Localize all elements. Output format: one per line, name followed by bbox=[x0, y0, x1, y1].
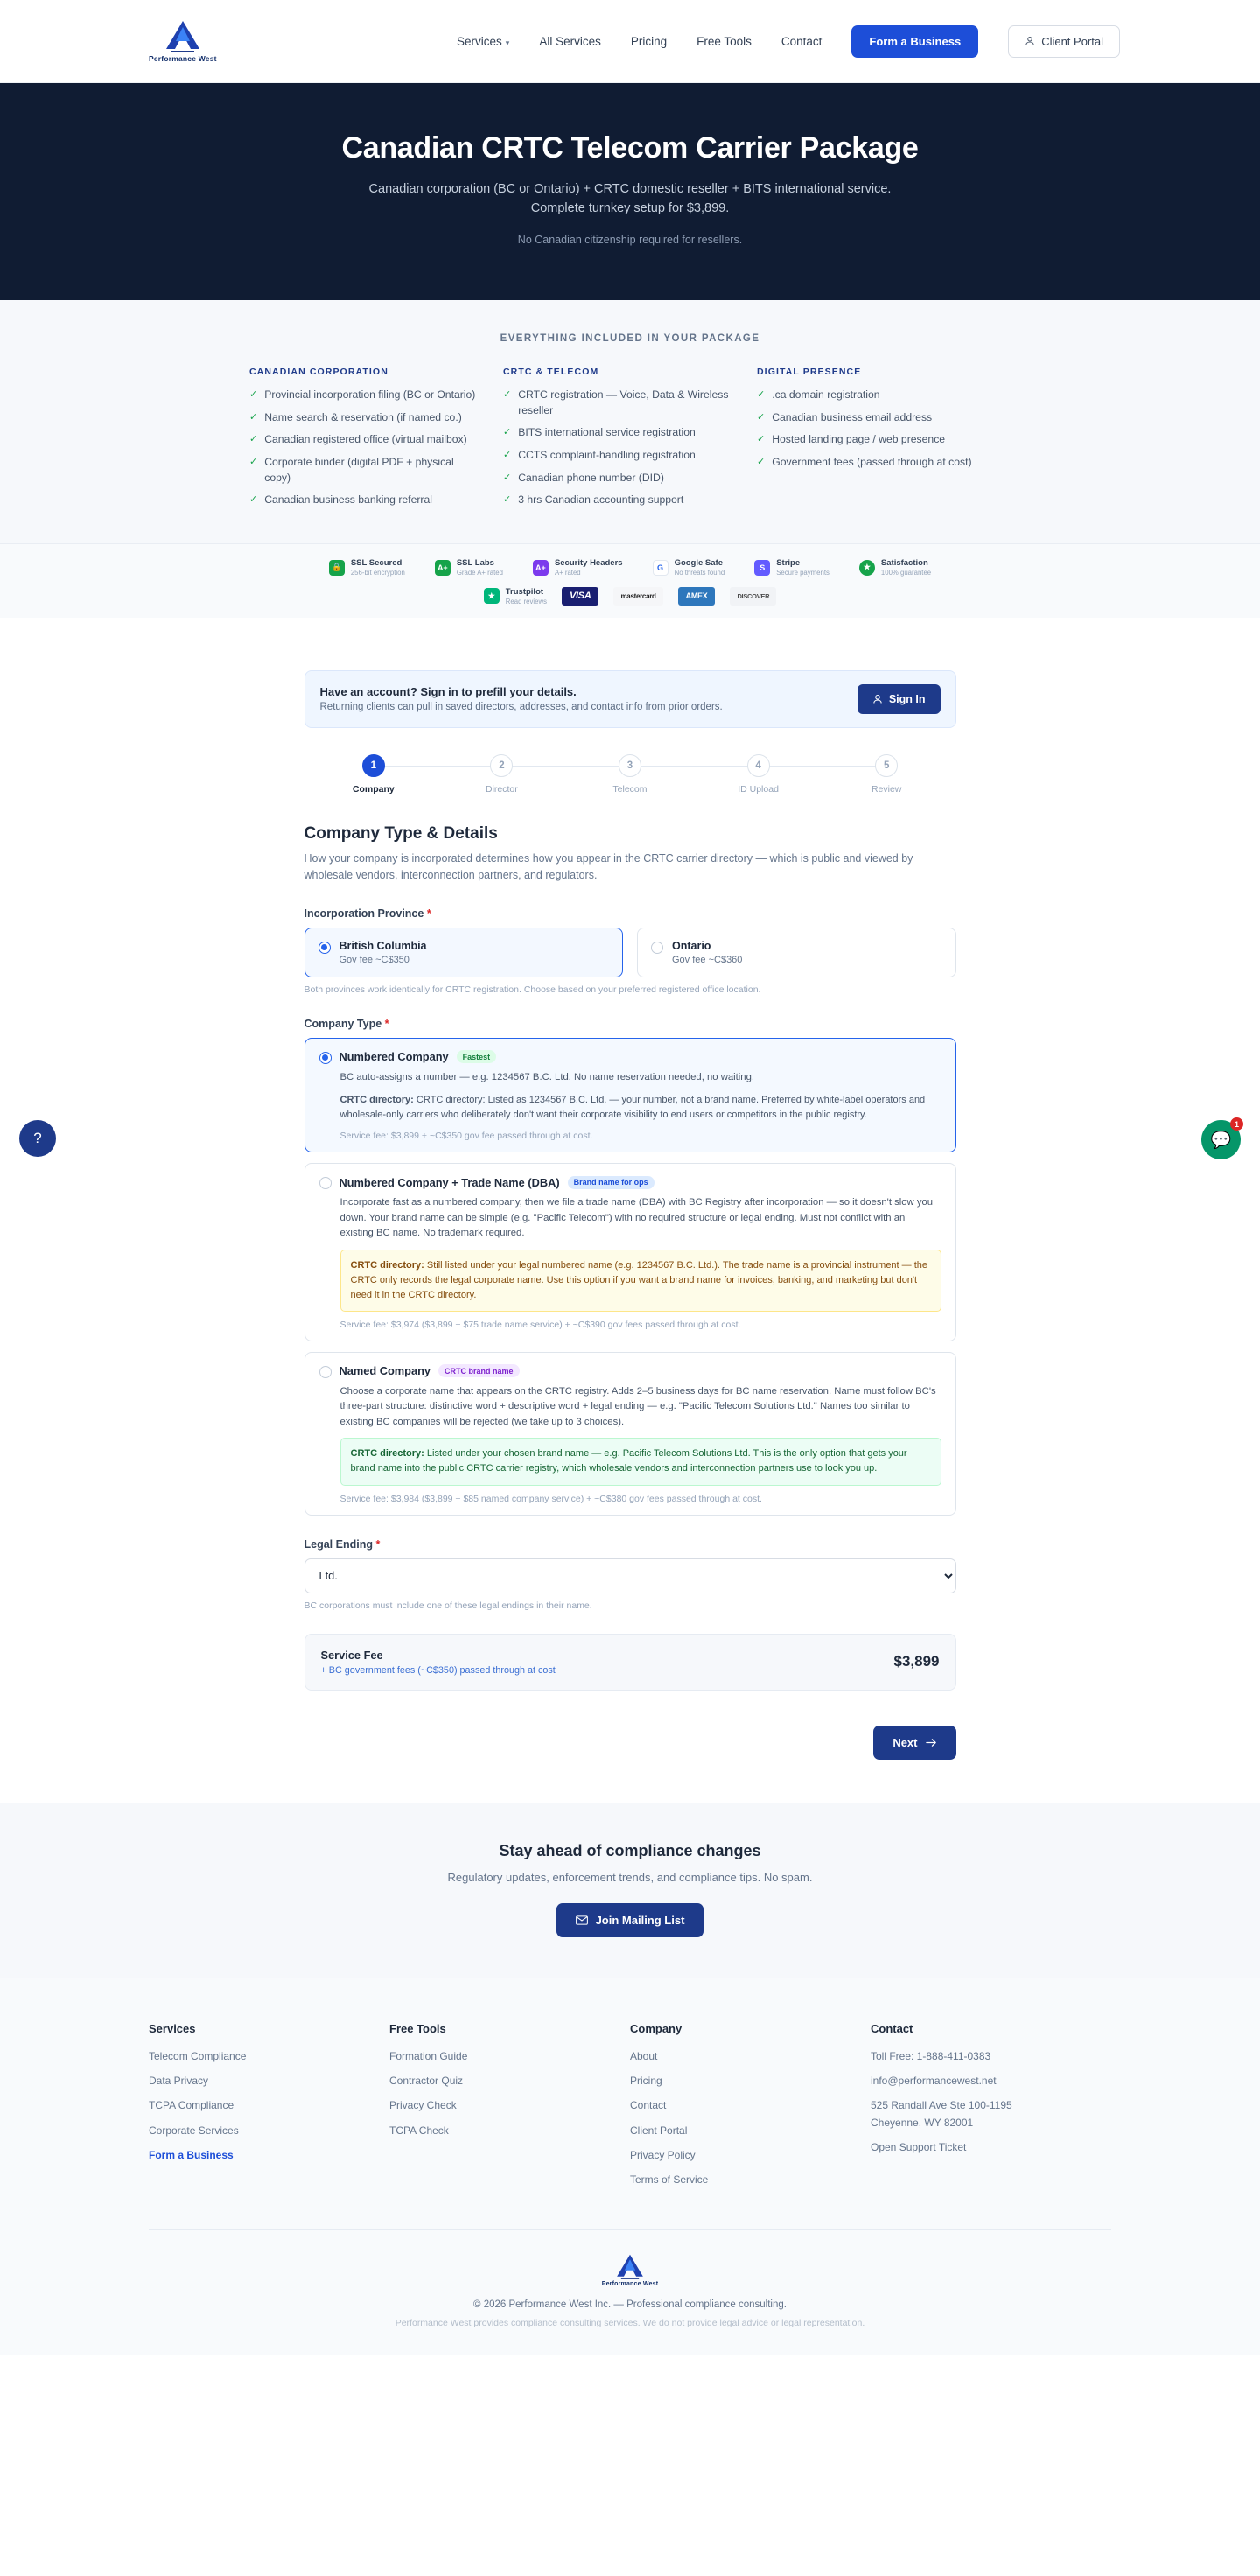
signin-title: Have an account? Sign in to prefill your details. bbox=[319, 685, 577, 699]
column-heading: CRTC & TELECOM bbox=[503, 366, 599, 377]
column-heading: DIGITAL PRESENCE bbox=[757, 366, 862, 377]
hero-subtitle: Canadian corporation (BC or Ontario) + CRTC domestic reseller + BITS international service. Complete turnkey setup for $3,899. bbox=[368, 182, 892, 216]
trust-badge-security-headers bbox=[533, 558, 623, 577]
section-title: Company Type & Details bbox=[304, 823, 498, 843]
note-text: Still listed under your legal numbered name (e.g. 1234567 B.C. Ltd.). The trade name is a provincial instrument — the CRTC only records the legal corporate name. Use this option if you want a brand name for invoices, banking, and marketing but don't need it in the CRTC directory. bbox=[350, 1259, 928, 1300]
note-label: CRTC directory: bbox=[350, 1448, 424, 1460]
fee-amount: $3,899 bbox=[893, 1653, 940, 1670]
feature-label: CRTC registration — Voice, Data & Wireless reseller bbox=[518, 388, 729, 416]
step-number: 3 bbox=[619, 754, 641, 777]
arrow-right-icon bbox=[926, 1738, 937, 1747]
step-connector bbox=[501, 766, 630, 767]
trust-badge-ssl-labs bbox=[435, 558, 503, 577]
radio-icon[interactable] bbox=[319, 1366, 332, 1378]
footer-link-privacy-check[interactable]: Privacy Check bbox=[389, 2099, 457, 2112]
trust-badges-section bbox=[0, 543, 1260, 618]
required-asterisk: * bbox=[375, 1537, 381, 1550]
chat-unread-badge: 1 bbox=[1230, 1117, 1243, 1130]
included-columns bbox=[0, 367, 1260, 515]
step-label: Director bbox=[486, 783, 518, 794]
feature-label: Provincial incorporation filing (BC or Ontario) bbox=[264, 388, 476, 401]
footer-link-corporate-services[interactable]: Corporate Services bbox=[149, 2124, 239, 2137]
list-item bbox=[249, 388, 482, 403]
step-label: ID Upload bbox=[738, 783, 779, 794]
trust-badge-google-safe bbox=[653, 558, 725, 577]
footer-phone: Toll Free: 1-888-411-0383 bbox=[871, 2049, 991, 2062]
option-crtc-note bbox=[340, 1093, 942, 1123]
check-icon: ✓ bbox=[249, 388, 258, 400]
label-text: Incorporation Province bbox=[304, 906, 424, 920]
province-options bbox=[304, 928, 956, 977]
option-header bbox=[319, 1175, 942, 1189]
nav-label: Services bbox=[457, 34, 502, 48]
option-header bbox=[319, 1364, 942, 1378]
mailing-list-section bbox=[0, 1803, 1260, 1978]
list-item bbox=[249, 455, 482, 486]
next-label: Next bbox=[892, 1735, 918, 1749]
trustpilot-badge[interactable] bbox=[484, 587, 547, 606]
badge-sub: Read reviews bbox=[505, 597, 547, 606]
logo-mark-icon bbox=[163, 19, 203, 52]
option-badge: Brand name for ops bbox=[568, 1176, 654, 1189]
note-text: Listed under your chosen brand name — e.g. Pacific Telecom Solutions Ltd. This is the only option that gets your brand name into the public CRTC carrier registry, which wholesale vendors and interconnection partners use to look you up. bbox=[350, 1448, 907, 1474]
nav-item-free-tools[interactable]: Free Tools bbox=[696, 34, 752, 48]
step-connector bbox=[374, 766, 502, 767]
feature-label: Name search & reservation (if named co.) bbox=[264, 410, 462, 424]
package-included-section bbox=[0, 300, 1260, 543]
feature-label: Canadian phone number (DID) bbox=[518, 471, 664, 484]
fee-title: Service Fee bbox=[320, 1648, 383, 1662]
footer-column-services bbox=[149, 2022, 389, 2198]
check-icon: ✓ bbox=[757, 434, 766, 445]
step-label: Telecom bbox=[612, 783, 648, 794]
hero-note: No Canadian citizenship required for resellers. bbox=[517, 233, 743, 246]
badge-name: SSL Secured bbox=[350, 558, 402, 569]
section-description: How your company is incorporated determines how you appear in the CRTC carrier directory — which is public and viewed by wholesale vendors, interconnection partners, and regulators. bbox=[304, 851, 914, 882]
list-item bbox=[757, 410, 990, 426]
badge-sub: Secure payments bbox=[776, 568, 830, 577]
included-column-corporation bbox=[249, 367, 503, 515]
trust-badge-stripe bbox=[754, 558, 830, 577]
radio-icon[interactable] bbox=[318, 942, 331, 954]
step-connector bbox=[630, 766, 759, 767]
nav-item-services[interactable] bbox=[457, 35, 509, 48]
brand-logo[interactable] bbox=[149, 19, 217, 63]
option-fee: Service fee: $3,974 ($3,899 + $75 trade name service) + ~C$390 gov fees passed through at cost. bbox=[340, 1319, 741, 1330]
check-icon: ✓ bbox=[757, 457, 766, 467]
legal-ending-hint: BC corporations must include one of these legal endings in their name. bbox=[304, 1600, 592, 1611]
footer-logo-text: Performance West bbox=[601, 2280, 659, 2287]
list-item bbox=[757, 388, 990, 403]
step-number: 4 bbox=[747, 754, 770, 777]
feature-label: BITS international service registration bbox=[518, 426, 696, 439]
progress-stepper bbox=[304, 754, 956, 794]
footer-heading: Company bbox=[630, 2021, 682, 2035]
list-item bbox=[503, 493, 736, 508]
included-column-telecom bbox=[503, 367, 757, 515]
join-mailing-list-button[interactable] bbox=[556, 1903, 704, 1937]
user-icon bbox=[1025, 36, 1035, 46]
star-icon: ★ bbox=[484, 588, 500, 604]
radio-icon[interactable] bbox=[651, 942, 663, 954]
stripe-icon: S bbox=[754, 560, 770, 576]
check-icon: ✓ bbox=[249, 457, 258, 467]
nav-item-pricing[interactable]: Pricing bbox=[630, 34, 668, 48]
check-icon: ✓ bbox=[503, 472, 512, 483]
feature-list bbox=[249, 388, 482, 508]
footer-link-about[interactable]: About bbox=[630, 2049, 658, 2062]
footer-link-pricing[interactable]: Pricing bbox=[630, 2074, 662, 2087]
option-name: Named Company bbox=[339, 1364, 431, 1378]
step-label: Company bbox=[352, 783, 395, 794]
option-header bbox=[319, 1050, 942, 1064]
company-type-option-numbered[interactable] bbox=[304, 1038, 956, 1153]
feature-label: Government fees (passed through at cost) bbox=[772, 456, 972, 468]
feature-list bbox=[503, 388, 736, 508]
footer-link-terms-of-service[interactable]: Terms of Service bbox=[630, 2174, 709, 2187]
feature-list bbox=[757, 388, 990, 471]
province-hint: Both provinces work identically for CRTC registration. Choose based on your preferred registered office location. bbox=[304, 984, 761, 995]
top-navigation bbox=[0, 0, 1260, 83]
incorporation-province-label bbox=[304, 907, 956, 920]
option-fee: Service fee: $3,899 + ~C$350 gov fee passed through at cost. bbox=[340, 1130, 593, 1142]
footer-link-tcpa-check[interactable]: TCPA Check bbox=[389, 2124, 449, 2137]
footer-column-free-tools bbox=[389, 2022, 630, 2198]
badge-name: Trustpilot bbox=[505, 587, 544, 597]
chat-bubble-icon[interactable]: 💬 1 bbox=[1201, 1120, 1241, 1159]
lock-icon: 🔒 bbox=[329, 560, 345, 576]
company-type-option-named[interactable] bbox=[304, 1352, 956, 1516]
option-fee: Service fee: $3,984 ($3,899 + $85 named company service) + ~C$380 gov fees passed through at cost. bbox=[340, 1493, 762, 1504]
satisfaction-icon: ★ bbox=[859, 560, 875, 576]
step-company[interactable] bbox=[310, 754, 438, 794]
step-number: 1 bbox=[362, 754, 385, 777]
step-number: 2 bbox=[490, 754, 513, 777]
option-name: Numbered Company bbox=[339, 1050, 449, 1064]
check-icon: ✓ bbox=[249, 434, 258, 445]
signin-subtitle: Returning clients can pull in saved directors, addresses, and contact info from prior orders. bbox=[319, 702, 723, 713]
province-name: British Columbia bbox=[339, 939, 427, 952]
footer-link-telecom-compliance[interactable]: Telecom Compliance bbox=[149, 2049, 247, 2062]
google-safe-icon: G bbox=[653, 560, 668, 576]
hero-section bbox=[0, 83, 1260, 300]
ssl-labs-icon: A+ bbox=[435, 560, 451, 576]
footer-email[interactable]: info@performancewest.net bbox=[871, 2074, 997, 2087]
step-connector bbox=[759, 766, 887, 767]
help-circle-icon[interactable]: ? bbox=[19, 1120, 56, 1157]
list-item bbox=[249, 493, 482, 508]
included-column-digital bbox=[757, 367, 1011, 515]
badge-sub: 256-bit encryption bbox=[350, 568, 405, 577]
nav-links bbox=[457, 25, 1120, 58]
mailing-button-label: Join Mailing List bbox=[595, 1913, 685, 1927]
trust-badge-satisfaction bbox=[859, 558, 931, 577]
step-id-upload[interactable] bbox=[694, 754, 822, 794]
trust-badge-ssl-secured bbox=[329, 558, 405, 577]
step-label: Review bbox=[871, 783, 902, 794]
site-footer bbox=[0, 1978, 1260, 2355]
step-director[interactable] bbox=[438, 754, 566, 794]
check-icon: ✓ bbox=[503, 388, 512, 400]
check-icon: ✓ bbox=[249, 411, 258, 423]
footer-link-open-support-ticket[interactable]: Open Support Ticket bbox=[871, 2141, 967, 2154]
signin-prompt-bar bbox=[304, 670, 956, 728]
list-item bbox=[249, 410, 482, 426]
required-asterisk: * bbox=[426, 906, 431, 920]
badge-sub: No threats found bbox=[674, 568, 725, 577]
label-text: Legal Ending bbox=[304, 1537, 373, 1550]
form-a-business-button[interactable]: Form a Business bbox=[851, 25, 978, 58]
radio-icon[interactable] bbox=[319, 1177, 332, 1189]
footer-heading: Free Tools bbox=[389, 2021, 446, 2035]
province-fee: Gov fee ~C$350 bbox=[339, 954, 410, 965]
feature-label: Hosted landing page / web presence bbox=[772, 433, 946, 446]
footer-link-data-privacy[interactable]: Data Privacy bbox=[149, 2074, 209, 2087]
province-fee: Gov fee ~C$360 bbox=[672, 954, 743, 965]
feature-label: Canadian business email address bbox=[772, 410, 933, 424]
option-badge: Fastest bbox=[457, 1050, 497, 1063]
option-crtc-note bbox=[340, 1438, 942, 1485]
footer-bottom bbox=[0, 2230, 1260, 2355]
fee-subtitle: + BC government fees (~C$350) passed through at cost bbox=[320, 1664, 556, 1676]
footer-link-tcpa-compliance[interactable]: TCPA Compliance bbox=[149, 2099, 234, 2112]
feature-label: Corporate binder (digital PDF + physical copy) bbox=[264, 456, 454, 484]
badge-name: Security Headers bbox=[554, 558, 623, 569]
sign-in-label: Sign In bbox=[888, 692, 926, 705]
footer-address-line2: Cheyenne, WY 82001 bbox=[871, 2116, 974, 2129]
footer-columns bbox=[0, 2022, 1260, 2198]
envelope-icon bbox=[576, 1915, 588, 1925]
badge-sub: Grade A+ rated bbox=[456, 568, 503, 577]
footer-link-contact[interactable]: Contact bbox=[630, 2099, 667, 2112]
client-portal-button[interactable] bbox=[1008, 25, 1120, 58]
form-actions bbox=[304, 1726, 956, 1760]
footer-column-company bbox=[630, 2022, 871, 2198]
step-number: 5 bbox=[875, 754, 898, 777]
note-text: CRTC directory: Listed as 1234567 B.C. Ltd. — your number, not a brand name. Preferred by white-label operators and wholesale-only carriers who deliberately don't want their corporate visibility to end users or competitors in the public registry. bbox=[340, 1095, 926, 1121]
note-label: CRTC directory: bbox=[340, 1095, 414, 1106]
option-description: Incorporate fast as a numbered company, then we file a trade name (DBA) with BC Registry after incorporation — so it doesn't slow you down. Your brand name can be simple (e.g. "Pacific Telecom") with no required structure or legal ending. Must not conflict with an existing BC name. No trademark required. bbox=[340, 1197, 934, 1239]
payment-logos-row bbox=[0, 587, 1260, 606]
next-button[interactable] bbox=[873, 1726, 956, 1760]
order-form-section bbox=[0, 618, 1260, 1760]
page-title: Canadian CRTC Telecom Carrier Package bbox=[341, 131, 919, 164]
check-icon: ✓ bbox=[757, 388, 766, 400]
visa-logo: VISA bbox=[562, 587, 598, 606]
list-item bbox=[503, 448, 736, 464]
option-name: Numbered Company + Trade Name (DBA) bbox=[339, 1175, 560, 1189]
footer-link-formation-guide[interactable]: Formation Guide bbox=[389, 2049, 468, 2062]
badge-name: SSL Labs bbox=[456, 558, 494, 569]
logo-text: Performance West bbox=[149, 54, 217, 63]
option-badge: CRTC brand name bbox=[438, 1364, 520, 1377]
copyright-text: © 2026 Performance West Inc. — Professional compliance consulting. bbox=[473, 2299, 787, 2310]
company-type-option-dba[interactable] bbox=[304, 1163, 956, 1341]
province-option-british-columbia[interactable] bbox=[304, 928, 624, 977]
feature-label: 3 hrs Canadian accounting support bbox=[518, 494, 684, 507]
list-item bbox=[757, 455, 990, 471]
legal-disclaimer: Performance West provides compliance consulting services. We do not provide legal advice or legal representation. bbox=[395, 2317, 865, 2328]
list-item bbox=[757, 432, 990, 448]
sign-in-button[interactable] bbox=[858, 684, 941, 714]
service-fee-summary bbox=[304, 1634, 956, 1690]
list-item bbox=[503, 471, 736, 486]
footer-link-form-a-business[interactable]: Form a Business bbox=[149, 2149, 234, 2162]
user-icon bbox=[872, 694, 883, 704]
province-option-ontario[interactable] bbox=[637, 928, 956, 977]
label-text: Company Type bbox=[304, 1017, 382, 1030]
footer-link-client-portal[interactable]: Client Portal bbox=[630, 2124, 688, 2137]
note-label: CRTC directory: bbox=[350, 1259, 424, 1270]
footer-link-contractor-quiz[interactable]: Contractor Quiz bbox=[389, 2074, 464, 2087]
option-crtc-note bbox=[340, 1250, 942, 1312]
mailing-title: Stay ahead of compliance changes bbox=[499, 1841, 761, 1859]
required-asterisk: * bbox=[384, 1017, 389, 1030]
footer-link-privacy-policy[interactable]: Privacy Policy bbox=[630, 2149, 696, 2162]
nav-item-contact[interactable]: Contact bbox=[780, 34, 822, 48]
badge-sub: 100% guarantee bbox=[880, 568, 932, 577]
trust-badge-row bbox=[0, 558, 1260, 577]
nav-item-all-services[interactable]: All Services bbox=[539, 34, 601, 48]
mastercard-logo: mastercard bbox=[613, 587, 662, 606]
badge-name: Google Safe bbox=[674, 558, 723, 569]
feature-label: .ca domain registration bbox=[772, 388, 880, 401]
radio-icon[interactable] bbox=[319, 1052, 332, 1064]
footer-address-line1: 525 Randall Ave Ste 100-1195 bbox=[871, 2099, 1012, 2112]
step-review[interactable] bbox=[822, 754, 951, 794]
check-icon: ✓ bbox=[249, 494, 258, 506]
check-icon: ✓ bbox=[503, 450, 512, 460]
discover-logo: DISCOVER bbox=[730, 587, 776, 606]
check-icon: ✓ bbox=[503, 427, 512, 438]
footer-logo[interactable] bbox=[0, 2253, 1260, 2287]
logo-mark-icon bbox=[614, 2253, 646, 2279]
check-icon: ✓ bbox=[757, 411, 766, 423]
badge-name: Satisfaction bbox=[880, 558, 928, 569]
mailing-description: Regulatory updates, enforcement trends, and compliance tips. No spam. bbox=[447, 1870, 813, 1884]
legal-ending-label bbox=[304, 1538, 956, 1550]
badge-name: Stripe bbox=[776, 558, 801, 569]
included-heading: EVERYTHING INCLUDED IN YOUR PACKAGE bbox=[500, 332, 760, 344]
footer-heading: Services bbox=[149, 2021, 196, 2035]
list-item bbox=[503, 425, 736, 441]
column-heading: CANADIAN CORPORATION bbox=[249, 366, 388, 377]
step-telecom[interactable] bbox=[566, 754, 695, 794]
security-headers-icon: A+ bbox=[533, 560, 549, 576]
legal-ending-select[interactable] bbox=[304, 1558, 956, 1593]
option-description: Choose a corporate name that appears on the CRTC registry. Adds 2–5 business days for BC name reservation. Name must follow BC's three-part structure: distinctive word + descriptive word + legal ending — e.g. "Pacific Telecom Solutions Ltd." Names too similar to existing BC companies will be rejected (we take up to 3 choices). bbox=[340, 1385, 936, 1427]
option-description: BC auto-assigns a number — e.g. 1234567 B.C. Ltd. No name reservation needed, no waiting. bbox=[340, 1071, 754, 1082]
chevron-down-icon: ▾ bbox=[505, 38, 510, 47]
badge-sub: A+ rated bbox=[554, 568, 581, 577]
list-item bbox=[503, 388, 736, 418]
list-item bbox=[249, 432, 482, 448]
footer-column-contact bbox=[871, 2022, 1111, 2198]
amex-logo: AMEX bbox=[678, 587, 716, 606]
feature-label: CCTS complaint-handling registration bbox=[518, 449, 696, 461]
feature-label: Canadian registered office (virtual mailbox) bbox=[264, 433, 467, 446]
company-type-label bbox=[304, 1018, 956, 1030]
province-name: Ontario bbox=[672, 939, 711, 952]
footer-heading: Contact bbox=[871, 2021, 914, 2035]
feature-label: Canadian business banking referral bbox=[264, 494, 432, 507]
check-icon: ✓ bbox=[503, 494, 512, 506]
client-portal-label: Client Portal bbox=[1041, 34, 1103, 48]
